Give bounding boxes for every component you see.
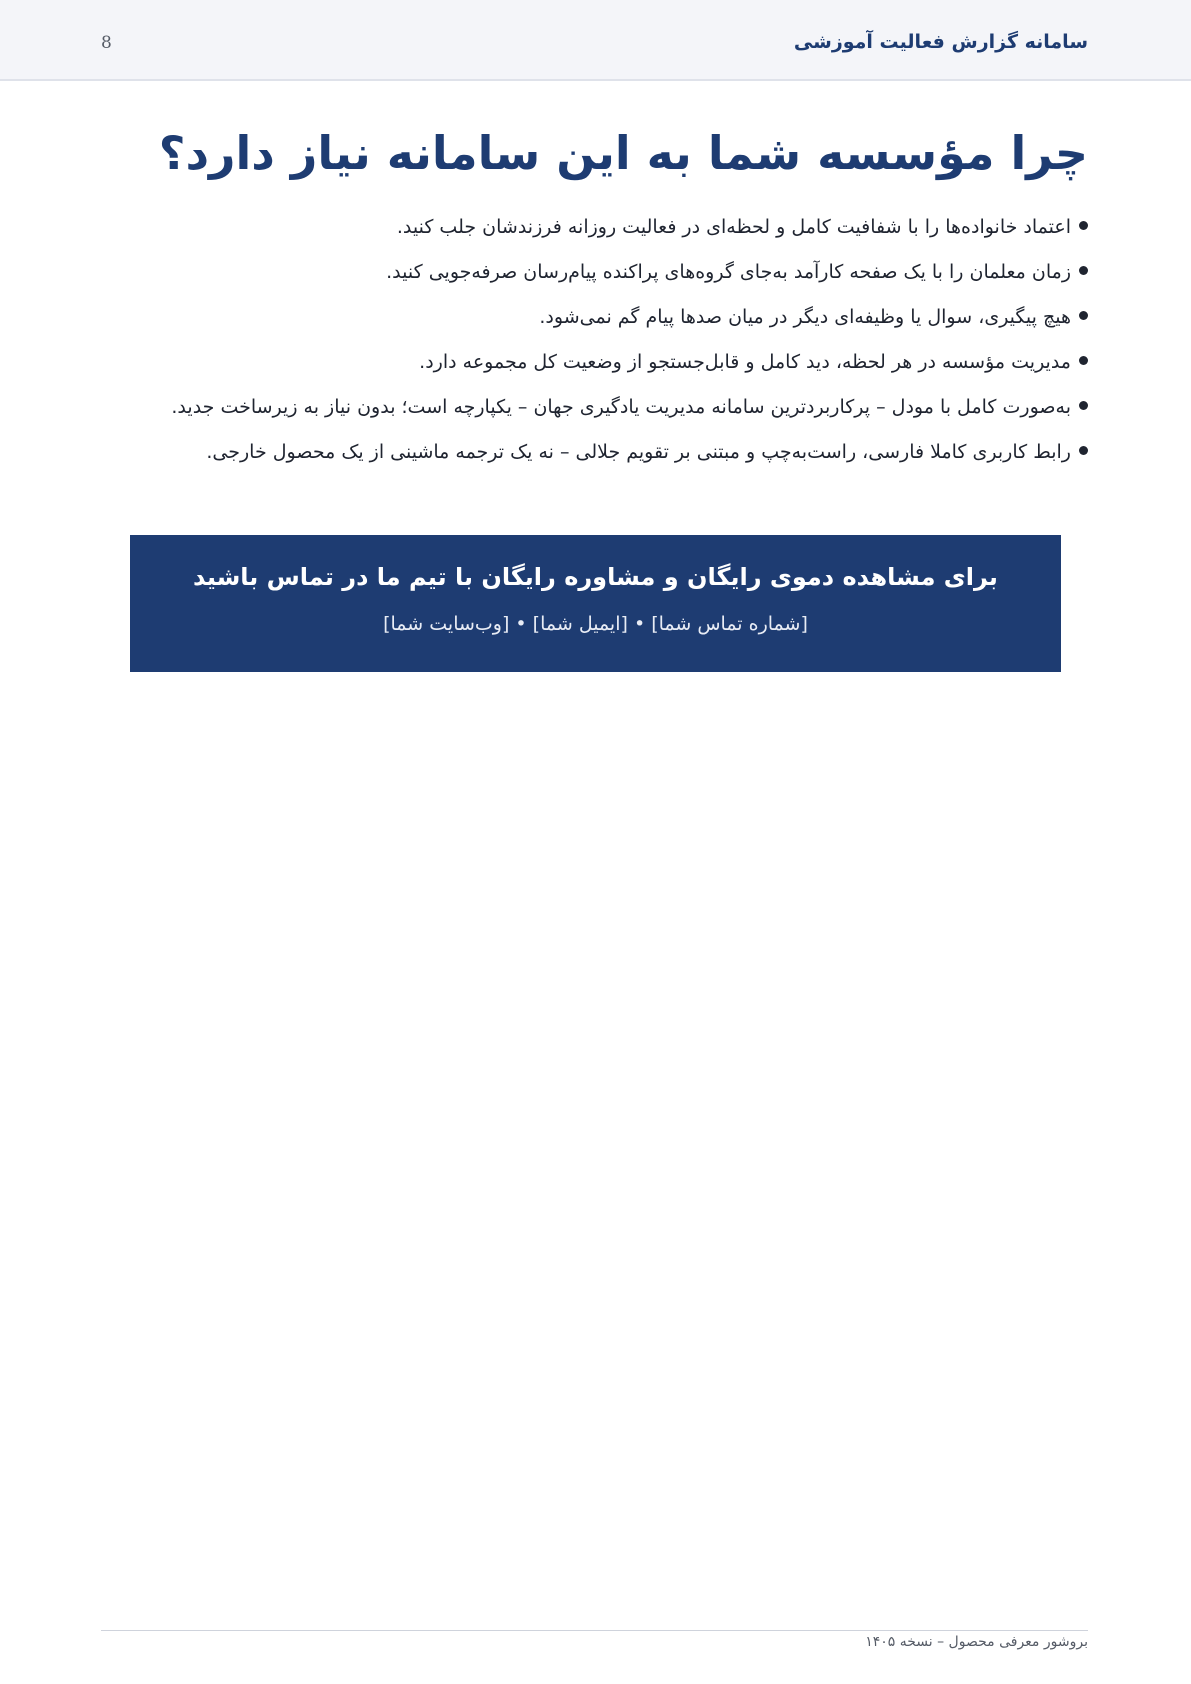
bullet-icon	[1079, 266, 1088, 275]
list-item	[171, 295, 1088, 340]
contact-banner	[130, 535, 1061, 672]
page-title: چرا مؤسسه شما به این سامانه نیاز دارد؟	[158, 126, 1088, 180]
list-item-text: مدیریت مؤسسه در هر لحظه، دید کامل و قابل‌جستجو از وضعیت کل مجموعه دارد.	[419, 351, 1071, 373]
list-item-text: به‌صورت کامل با مودل – پرکاربردترین سامانه مدیریت یادگیری جهان – یکپارچه است؛ بدون نیاز به زیرساخت جدید.	[171, 396, 1071, 418]
benefits-list	[171, 205, 1088, 475]
bullet-icon	[1079, 311, 1088, 320]
list-item-text: زمان معلمان را با یک صفحه کارآمد به‌جای گروه‌های پراکنده پیام‌رسان صرفه‌جویی کنید.	[386, 261, 1071, 283]
bullet-icon	[1079, 221, 1088, 230]
list-item	[171, 430, 1088, 475]
list-item	[171, 340, 1088, 385]
footer-divider	[101, 1630, 1088, 1631]
list-item	[171, 205, 1088, 250]
contact-banner-title: برای مشاهده دموی رایگان و مشاوره رایگان با تیم ما در تماس باشید	[193, 563, 998, 591]
page-number: 8	[101, 33, 112, 53]
footer-text: بروشور معرفی محصول – نسخه ۱۴۰۵	[865, 1634, 1088, 1650]
list-item	[171, 250, 1088, 295]
header-title: سامانه گزارش فعالیت آموزشی	[793, 31, 1088, 53]
bullet-icon	[1079, 401, 1088, 410]
page-header	[0, 0, 1191, 81]
bullet-icon	[1079, 446, 1088, 455]
list-item-text: اعتماد خانواده‌ها را با شفافیت کامل و لحظه‌ای در فعالیت روزانه فرزندشان جلب کنید.	[396, 216, 1071, 238]
bullet-icon	[1079, 356, 1088, 365]
list-item-text: هیچ پیگیری، سوال یا وظیفه‌ای دیگر در میان صدها پیام گم نمی‌شود.	[539, 306, 1071, 328]
contact-details: [شماره تماس شما] • [ایمیل شما] • [وب‌سایت شما]	[383, 613, 808, 635]
list-item	[171, 385, 1088, 430]
list-item-text: رابط کاربری کاملا فارسی، راست‌به‌چپ و مبتنی بر تقویم جلالی – نه یک ترجمه ماشینی از یک محصول خارجی.	[206, 441, 1071, 463]
